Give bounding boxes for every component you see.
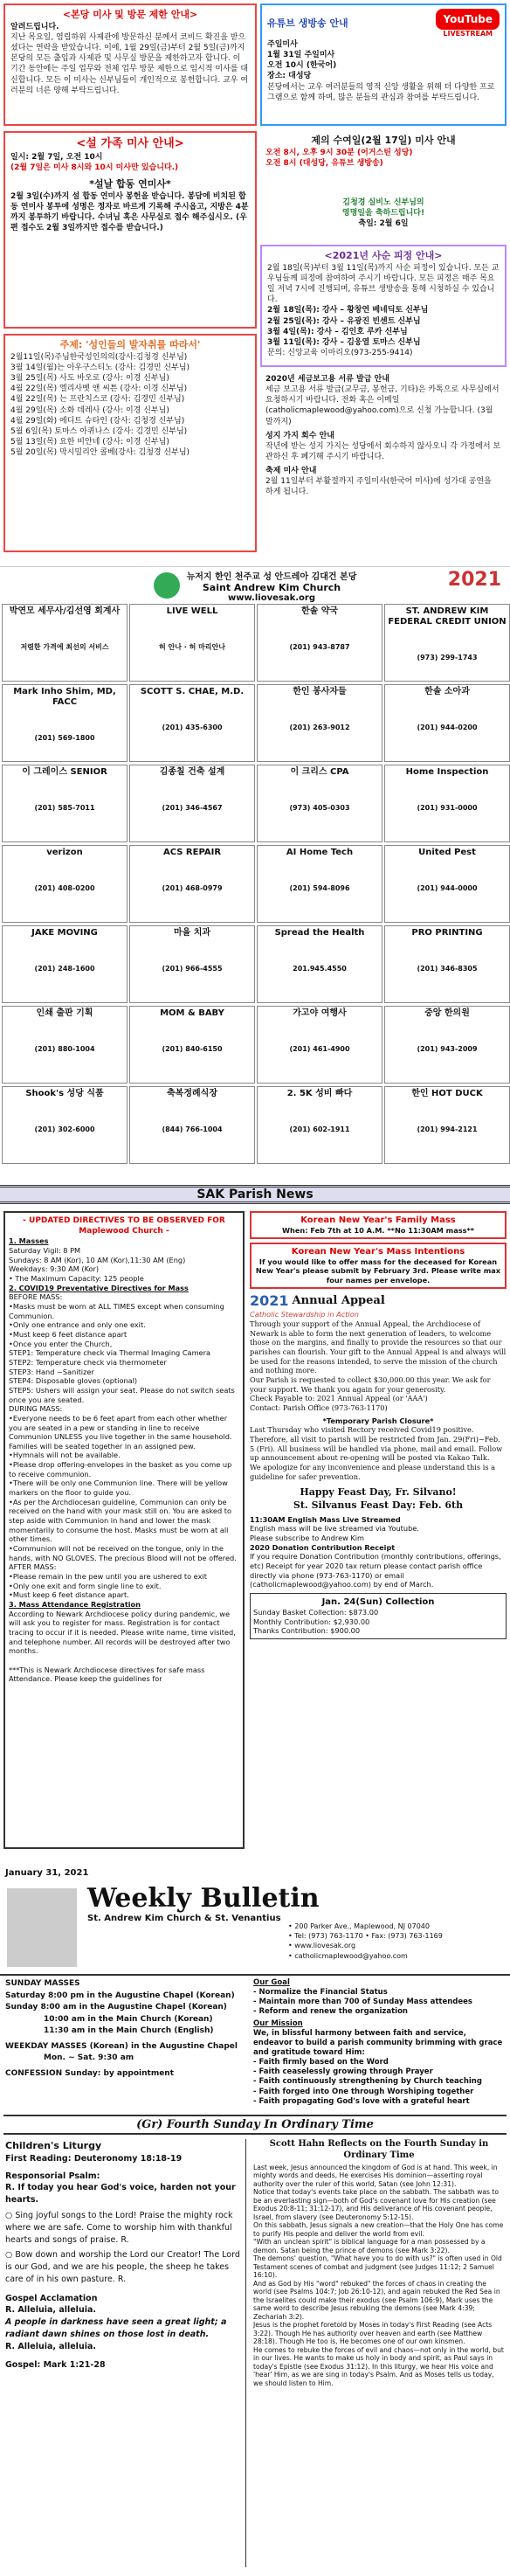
- bless-title: 제의 수여일(2월 17일) 미사 안내: [311, 135, 456, 146]
- ad-title: PRO PRINTING: [411, 928, 483, 938]
- ad-card: [129, 1086, 255, 1164]
- sunday-masses-heading: SUNDAY MASSES: [5, 1979, 80, 1988]
- sak-header: SAK Parish News: [0, 1185, 510, 1204]
- mission-item: - Faith firmly based on the Word: [253, 2058, 389, 2067]
- church-logo-icon: [154, 572, 180, 599]
- ad-card: [129, 684, 255, 762]
- ad-phone: (201) 346-8305: [417, 965, 478, 973]
- scott-hahn-reflection: [253, 2139, 505, 2573]
- ad-phone: 허 안나 · 허 마리안나: [158, 643, 225, 651]
- goal-item: - Maintain more than 700 of Sunday Mass attendees: [253, 1998, 472, 2007]
- notice-title: <본당 미사 및 방문 제한 안내>: [62, 9, 198, 20]
- oil-title: 김청경 실비노 신부님의: [342, 198, 424, 207]
- ad-card: [384, 765, 510, 842]
- youtube-logo-icon: YouTube: [436, 9, 500, 30]
- ad-phone: (201) 931-0000: [417, 804, 478, 812]
- bible-row: 5월 6일(목) 토마스 아퀴나스 (강사: 김경민 신부님): [10, 426, 188, 436]
- ad-title: Home Inspection: [405, 767, 489, 777]
- ad-phone: (201) 468-0979: [162, 884, 223, 892]
- ga-line-2: A people in darkness have seen a great light; a radiant dawn shines on those lost in death.: [5, 2317, 227, 2339]
- ad-card: [257, 604, 382, 682]
- lent-retreat-notice: [260, 245, 507, 367]
- ga-line-1: R. Alleluia, alleluia.: [5, 2305, 96, 2316]
- ad-card: [2, 1086, 128, 1164]
- ad-title: MOM & BABY: [160, 1008, 224, 1018]
- directives-box: [3, 1211, 245, 1849]
- bible-row: 3월 25일(목) 사도 바오로 (강사: 이경 신부님): [10, 374, 169, 384]
- reg-heading: 3. Mass Attendance Registration: [9, 1599, 141, 1609]
- ad-card: [2, 604, 128, 682]
- circle-bullet-icon: ○: [5, 2211, 16, 2220]
- ny2-body: If you would like to offer mass for the deceased for Korean New Year's please submit by February 3rd. Please write max four names per envelope.: [255, 1257, 501, 1285]
- ga-line-3: R. Alleluia, alleluia.: [5, 2341, 96, 2351]
- ad-title: 김종칠 건축 설계: [159, 767, 225, 777]
- parish-site: • www.liovesak.org: [288, 1942, 356, 1950]
- donation-body: If you require Donation Contribution (monthly contributions, offerings, etc) Receipt for year 2020 tax return please contact parish office directly via phone (973-763-1170) or email (catholicmaplewood@yahoo.com) by end of March.: [250, 1552, 501, 1589]
- seol-heading-2: *설날 합동 연미사*: [89, 177, 171, 190]
- ad-card: [384, 1006, 510, 1084]
- church-name-en: Saint Andrew Kim Church: [202, 581, 341, 593]
- parish-address: • 200 Parker Ave., Maplewood, NJ 07040: [288, 1922, 430, 1930]
- ad-title: 2. 5K 성비 빠다: [286, 1089, 353, 1098]
- rp-verse-1: [5, 2210, 240, 2246]
- ad-card: [2, 1006, 128, 1084]
- ad-phone: (201) 346-4567: [162, 804, 223, 812]
- bible-title: 주제: '성인들의 발자취를 따라서': [59, 339, 201, 350]
- mission-item: - Faith propagating God's love with a grateful heart: [253, 2096, 470, 2106]
- page-3-parish-news: [0, 1185, 510, 1858]
- seollal-mass-notice: [3, 131, 257, 329]
- ad-title: ACS REPAIR: [162, 848, 222, 857]
- ad-phone: (201) 408-0200: [34, 884, 95, 892]
- cl-heading: Children's Liturgy: [5, 2140, 102, 2151]
- bible-row: 5월 20일(목) 막시밀리안 콜베(강사: 김청경 신부님): [10, 448, 190, 458]
- bible-row: 3월 14일(월)는 아우구스티노 (강사: 김경민 신부님): [10, 363, 190, 372]
- ad-title: 한솔 소아과: [424, 687, 470, 696]
- lent-row: 2월 18일(목): 강사 – 황창연 베네딕토 신부님: [267, 306, 429, 315]
- notice-sub: 알려드립니다.: [10, 22, 59, 31]
- feast-day-notice: [260, 194, 507, 241]
- seminar-title: 2020년 세금보고용 서류 발급 안내: [265, 375, 389, 384]
- appeal-sub: Catholic Stewardship in Action: [250, 1310, 359, 1319]
- bible-row: 4월 29일(화) 에디트 슈타인 (강사: 김청경 신부님): [10, 416, 185, 426]
- choir-body: 2월 11일부터 부활절까지 주일미사(한국어 미사)에 성가대 공연을 하게 됩니다.: [265, 477, 492, 497]
- rp-heading: Responsorial Psalm:: [5, 2171, 100, 2181]
- rp-verse-1-text: Sing joyful songs to the Lord! Praise the mighty rock where we are safe. Come to worship him with thankful hearts and songs of praise. R.: [5, 2211, 233, 2245]
- sunday-mass-1: Saturday 8:00 pm in the Augustine Chapel (Korean): [5, 1991, 235, 2000]
- ad-title: 이 크리스 CPA: [290, 767, 349, 777]
- gift-body: 작년에 받는 성지 가지는 성당에서 회수하지 않사오니 각 가정에서 보관하신 후 폐기해 주시기 바랍니다.: [265, 441, 501, 461]
- mass-intentions-box: [250, 1243, 507, 1289]
- ad-phone: (201) 302-6000: [34, 1125, 95, 1133]
- ad-phone: (973) 299-1743: [417, 654, 478, 661]
- ad-title: AI Home Tech: [286, 848, 354, 857]
- mission-list: [253, 2058, 505, 2106]
- ny2-title: Korean New Year's Mass Intentions: [291, 1246, 465, 1257]
- oil-line-2: 축일: 2월 6일: [358, 219, 409, 229]
- parish-tel: • Tel: (973) 763-1170 • Fax: (973) 763-1169: [288, 1932, 443, 1941]
- ad-card: [257, 1006, 382, 1084]
- mission-item: - Faith ceaselessly growing through Prayer: [253, 2067, 433, 2077]
- ad-card: [129, 925, 255, 1003]
- parish-mail: • catholicmaplewood@yahoo.com: [288, 1951, 408, 1960]
- ad-phone: (201) 585-7011: [34, 804, 95, 812]
- bulletin-masthead: [87, 1883, 320, 1923]
- yt-line-2: 1월 31일 주일미사: [267, 51, 335, 60]
- lent-row: 3월 11일(목): 강사 – 김웅열 토마스 신부님: [267, 337, 421, 347]
- goal-list: [253, 1988, 505, 2017]
- mass-schedule: [5, 1978, 246, 2109]
- tax-body: 2월 18일(목)부터 3월 11일(목)까지 사순 피정이 있습니다. 모든 교우님들께 피정에 참여하여 주시기 바랍니다. 모든 피정은 매주 목요일 저녁 7시에 진행되며, 유튜브 생방송을 통해 시청하실 수 있습니다.: [267, 263, 500, 305]
- sunday-mass-2: Sunday 8:00 am in the Augustine Chapel (Korean): [5, 2003, 227, 2012]
- church-web: www.liovesak.org: [227, 592, 315, 603]
- yt-body: 본당에서는 교우 여러분들의 영적 신앙 생활을 위해 더 다양한 프로그램으로 함께 하며, 많은 분들의 관심과 참여를 부탁드립니다.: [267, 82, 495, 102]
- lent-contact: 문의: 신앙교육 이마리오(973-255-9414): [267, 348, 413, 357]
- bless-line-2: 오전 8시 (대성당, 유튜브 생방송): [265, 158, 383, 168]
- ad-phone: (201) 994-2121: [417, 1125, 478, 1133]
- rp-verse-2: [5, 2249, 240, 2285]
- ad-phone: (201) 943-2009: [417, 1045, 478, 1053]
- weekday-heading: WEEKDAY MASSES (Korean) in the Augustine Chapel: [5, 2041, 238, 2051]
- mission-item: - Faith forged into One through Worshiping together: [253, 2087, 474, 2096]
- bulletin-title: Weekly Bulletin: [87, 1883, 320, 1914]
- first-reading: First Reading: Deuteronomy 18:18-19: [5, 2153, 183, 2164]
- misc-notices: [260, 370, 507, 552]
- eng-body: English mass will be live streamed via Youtube. Please subscribe to Andrew Kim: [250, 1524, 419, 1543]
- goal-mission: [253, 1978, 505, 2109]
- ad-phone: (201) 944-0200: [417, 724, 478, 731]
- circle-bullet-icon: ○: [5, 2250, 16, 2261]
- annual-appeal: [250, 1292, 507, 1413]
- page-2-ads: [0, 566, 510, 1178]
- childrens-liturgy: [5, 2139, 246, 2567]
- ad-phone: (844) 766-1004: [162, 1125, 223, 1133]
- ads-grid: [0, 604, 510, 1172]
- ad-title: SCOTT S. CHAE, M.D.: [140, 687, 245, 696]
- ad-phone: (201) 461-4900: [289, 1045, 350, 1053]
- tax-title: <2021년 사순 피정 안내>: [324, 250, 443, 261]
- mission-item: - Faith continuously strengthening by Church teaching: [253, 2077, 482, 2087]
- ad-title: ST. ANDREW KIM FEDERAL CREDIT UNION: [388, 606, 507, 627]
- ad-phone: (201) 880-1004: [34, 1045, 95, 1053]
- ad-title: 가고야 여행사: [293, 1008, 347, 1018]
- sh-title: Scott Hahn Reflects on the Fourth Sunday in Ordinary Time: [269, 2139, 489, 2160]
- ad-card: [257, 845, 382, 923]
- ad-phone: (201) 248-1600: [34, 965, 95, 973]
- seol-line-2: (2월 7일은 미사 8시와 10시 미사만 있습니다.): [10, 163, 179, 172]
- collection-box: [250, 1593, 507, 1639]
- page-1: [0, 0, 510, 559]
- ad-title: 중앙 한의원: [424, 1008, 470, 1018]
- bulletin-date: January 31, 2021: [5, 1868, 89, 1878]
- ad-title: Spread the Health: [274, 928, 365, 938]
- ad-title: 한인 HOT DUCK: [411, 1089, 483, 1098]
- feast-box: [250, 1486, 507, 1512]
- feast-line-1: Happy Feast Day, Fr. Silvano!: [300, 1486, 457, 1499]
- ad-card: [384, 845, 510, 923]
- feast-line-2: St. Silvanus Feast Day: Feb. 6th: [293, 1499, 464, 1511]
- mission-body: We, in blissful harmony between faith and service, endeavor to build a parish community brimming with grace and gratitude toward Him:: [253, 2029, 503, 2058]
- reg-body: According to Newark Archdiocese policy during pandemic, we will ask you to register for mass. Registration is for contact tracing to occur if it is needed. Please write name, time visited, and telephone number. All records will be destroyed after two months. ***This is Newark Archdiocese directives for safe mass Attendance. Please keep the guidelines for: [9, 1609, 236, 1684]
- prev-heading: 2. COVID19 Preventative Directives for Mass: [9, 1283, 189, 1292]
- ad-card: [2, 765, 128, 842]
- donation-heading: 2020 Donation Contribution Receipt: [250, 1542, 396, 1552]
- contact-block: [288, 1922, 443, 1961]
- ad-title: JAKE MOVING: [31, 928, 98, 938]
- mission-heading: Our Mission: [253, 2019, 303, 2029]
- yt-line-1: 주일미사: [267, 39, 298, 49]
- seminar-body: 세금 보고용 서류 발급(교무금, 봉헌금, 기타)은 카톡으로 사무실에서 요청하시기 바랍니다. 전화 혹은 이메일(catholicmaplewood@yahoo.com)으로 신청 가능합니다. (3월 말까지): [265, 385, 500, 426]
- lent-row: 3월 4일(목): 강사 – 김인호 루카 신부님: [267, 327, 408, 336]
- ad-card: [257, 1086, 382, 1164]
- youtube-livestream: LIVESTREAM: [443, 30, 493, 38]
- ad-phone: (201) 944-0000: [417, 884, 478, 892]
- church-photo: [7, 1888, 77, 1967]
- seol-body: 2월 3일(수)까지 설 합동 연미사 봉헌을 받습니다. 봉담에 비치된 합동 연미사 봉투에 성명은 정자로 바르게 기록해 주시옵고, 지방은 4분까지 봉투하기 바랍니다. 수녀님 혹은 사무실로 접수 해주십시오. (우편 접수도 2월 3일까지만 접수를 받습니다.): [10, 191, 249, 233]
- ny-when: When: Feb 7th at 10 A.M. **No 11:30AM mass**: [281, 1226, 475, 1235]
- left-title: - UPDATED DIRECTIVES TO BE OBSERVED FOR Maplewood Church -: [23, 1216, 225, 1236]
- ad-card: [2, 925, 128, 1003]
- ad-card: [384, 604, 510, 682]
- bible-row: 4월 22일(목) 는 프란치스코 (강사: 김경민 신부님): [10, 395, 185, 405]
- gospel: Gospel: Mark 1:21-28: [5, 2360, 106, 2371]
- tc-body: Last Thursday who visited Rectory received Covid19 positive. Therefore, all visit to parish will be restricted from Jan. 29(Fri)~Feb. 5 (Fri). All business will be handled via phone, mail and email. Follow up announcement about re-opening will be posted via Kakao Talk. We apologize for any inconvenience and please understand this is a guideline for safer prevention.: [250, 1425, 503, 1481]
- ad-title: 인쇄 출판 기획: [36, 1008, 93, 1018]
- youtube-title: 유튜브 생방송 안내: [267, 17, 348, 30]
- ad-phone: (201) 602-1911: [289, 1125, 350, 1133]
- bible-row: 4월 29일(목) 소화 데레사 (강사: 이경 신부님): [10, 405, 169, 415]
- confession: CONFESSION Sunday: by appointment: [5, 2068, 175, 2078]
- choir-title: 축제 미사 안내: [265, 467, 317, 476]
- ad-card: [129, 1006, 255, 1084]
- sunday-mass-4: 11:30 am in the Main Church (English): [44, 2026, 214, 2035]
- tc-title: *Temporary Parish Closure*: [322, 1416, 434, 1425]
- seol-line-1: 일시: 2월 7일, 오전 10시: [10, 152, 103, 162]
- church-name-kr: 뉴저지 한인 천주교 성 안드레아 김대건 본당: [186, 571, 357, 582]
- ad-card: [384, 925, 510, 1003]
- ad-phone: (201) 840-6150: [162, 1045, 223, 1053]
- parish-name: St. Andrew Kim Church & St. Venantius: [87, 1914, 281, 1923]
- visit-restriction-notice: [3, 3, 257, 126]
- ad-card: [2, 684, 128, 762]
- appeal-body: Through your support of the Annual Appeal, the Archdiocese of Newark is able to form the next generation of leaders, to welcome those on the margins, and finally to provide the resources so that our parishes can flourish. Your gift to the Annual Appeal is and always will be used for the reasons intended, to serve the mission of the church and nothing more. Our Parish is requested to collect $30,000.00 this year. We ask for your support. We thank you again for your generosity. Check Payable to: 2021 Annual Appeal (or 'AAA') Contact: Parish Office (973-763-1170): [250, 1319, 507, 1412]
- sunday-mass-3: 10:00 am in the Main Church (Korean): [44, 2014, 213, 2024]
- ad-card: [384, 1086, 510, 1164]
- ad-card: [257, 684, 382, 762]
- ad-title: 마을 치과: [173, 928, 211, 938]
- ad-title: Shook's 성당 식품: [25, 1089, 104, 1098]
- ad-phone: (201) 943-8787: [289, 643, 350, 651]
- yt-line-3: 오전 10시 (한국어): [267, 61, 337, 71]
- ad-phone: (973) 405-0303: [289, 804, 350, 812]
- ad-card: [384, 684, 510, 762]
- ad-card: [257, 765, 382, 842]
- new-year-mass-box: [250, 1211, 507, 1239]
- ad-card: [2, 845, 128, 923]
- youtube-notice: [260, 3, 507, 126]
- bible-row: 4월 22일(목) 엘리사벳 앤 씨튼 (강사: 이경 신부님): [10, 384, 188, 394]
- ad-title: 한인 봉사자들: [293, 687, 347, 696]
- yt-line-4: 장소: 대성당: [267, 72, 312, 81]
- collection-title: Jan. 24(Sun) Collection: [321, 1597, 435, 1608]
- rp-response: R. If today you hear God's voice, harden not your hearts.: [5, 2183, 236, 2206]
- collection-row: Sunday Basket Collection: $873.00: [253, 1608, 379, 1617]
- eng-heading: 11:30AM English Mass Live Streamed: [250, 1514, 401, 1524]
- goal-item: - Reform and renew the organization: [253, 2007, 408, 2017]
- ad-phone: 저렴한 가격에 최선의 서비스: [20, 643, 109, 651]
- page-4-bulletin: [0, 1866, 510, 2576]
- goal-item: - Normalize the Financial Status: [253, 1988, 388, 1998]
- ga-heading: Gospel Acclamation: [5, 2293, 98, 2303]
- sh-body: Last week, Jesus announced the kingdom of God is at hand. This week, in mighty words and deeds, He exercises His dominion—asserting royal authority over the ruler of this world, Satan (see John 12:31). Notice that today's events take place on the sabbath. The sabbath was to be an everlasting sign—both of God's covenant love for His creation (see Exodus 20:8-11; 31:12-17), and His deliverance of His covenant people, Israel, from slavery (see Deuteronomy 5:12-15). On this sabbath, Jesus signals a new creation—that the Holy One has come to purify His people and deliver the world from evil. "With an unclean spirit" is biblical language for a man possessed by a demon. Satan being the prince of demons (see Mark 3:22). The demons' question, "What have you to do with us?" is often used in Old Testament scenes of combat and judgment (see Judges 11:12; 2 Samuel 16:10). And as God by His "word" rebuked" the forces of chaos in creating the world (see Psalms 104:7; Job 26:10-12), and again rebuked the Red Sea in the Israelites could make their exodus (see Psalm 106:9), Mark uses the same word to describe Jesus rebuking the demons (see Mark 4:39; Zechariah 3:2). Jesus is the prophet foretold by Moses in today's First Reading (see Acts 3:22). Though He has authority over heaven and earth (see Matthew 28:18). Though He too is, He becomes one of our own kinsmen. He comes to rebuke the forces of evil and chaos—not only in the world, but in our lives. He wants to make us holy in body and spirit, as Paul says in today's Epistle (see Exodus 31:12). In this liturgy, we hear His voice and 'hear' Him, as we are sing in today's Psalm. And as Moses tells us today, we should listen to Him.: [253, 2164, 504, 2387]
- ad-phone: (201) 966-4555: [162, 965, 223, 973]
- collection-list: [253, 1608, 503, 1636]
- ad-title: verizon: [46, 848, 83, 857]
- bible-list: [10, 352, 250, 458]
- bible-row: 2월11일(목)주님한국성인의의(강사:김청경 신부님): [10, 352, 188, 362]
- weekday-mass: Mon. ~ Sat. 9:30 am: [44, 2053, 134, 2062]
- ad-title: Mark Inho Shim, MD, FACC: [13, 687, 116, 707]
- sunday-banner: (Gr) Fourth Sunday In Ordinary Time: [3, 2115, 507, 2135]
- ad-title: 축복정례식장: [167, 1089, 217, 1098]
- ad-title: 한솔 약국: [300, 606, 339, 616]
- ny-title: Korean New Year's Family Mass: [300, 1215, 456, 1225]
- appeal-year: 2021: [250, 1291, 289, 1309]
- blessing-notice: [260, 131, 507, 192]
- ad-card: [129, 845, 255, 923]
- appeal-title: Annual Appeal: [292, 1293, 385, 1307]
- oil-line-1: 영명일을 축하드립니다!: [341, 209, 425, 218]
- ad-phone: (201) 594-8096: [289, 884, 350, 892]
- prev-body: BEFORE MASS: •Masks must be worn at ALL TIMES except when consuming Communion. •Only one entrance and only one exit. •Must keep 6 feet distance apart •Once you enter the Church, STEP1: Temperature check via Thermal Imaging Camera STEP2: Temperature check via thermometer STEP3: Hand ~Sanitizer STEP4: Disposable gloves (optional) STEP5: Ushers will assign your seat. Please do not switch seats once you are seated. DURING MASS: •Everyone needs to be 6 feet apart from each other whether you are seated in a pew or standing in line to receive Communion UNLESS you live together in the same household. Families will be seated together in an assigned pew. •Hymnals will not be available. •Please drop offering-envelopes in the basket as you come up to receive communion. •There will be only one Communion line. There will be yellow markers on the floor to guide you. •As per the Archdiocesan guideline, Communion can only be received on the hand with your mask still on. You are asked to step aside with Communion in hand and lower the mask momentarily to consume the host. Masks must be worn at all other times. •Communion will not be received on the tongue, only in the hands, with NO GLOVES. The precious Blood will not be offered. AFTER MASS: •Please remain in the pew until you are ushered to exit •Only one exit and form single line to exit. •Must keep 6 feet distance apart.: [9, 1292, 237, 1600]
- ad-title: LIVE WELL: [166, 606, 218, 616]
- ad-title: 박연모 세무사/김선영 회계사: [9, 606, 121, 616]
- seol-title: <설 가족 미사 안내>: [76, 137, 184, 150]
- ad-phone: (201) 569-1800: [34, 734, 95, 742]
- notice-body: 지난 목요일, 염립하위 사제관에 방문하신 분께서 코비드 확진을 받으셨다는 연락을 받았습니다. 이에, 1월 29일(금)부터 2월 5일(금)까지 본당의 모든 출입과 사제관 및 사무실 방문을 제한하고자 합니다. 이 기간 동안에는 주일 업무와 전체 업무 방문 제한으로 임시적 미사를 대신합니다. 모든 이 미사는 신부님들이 개인적으로 봉헌합니다. 교우 여러분의 너른 양해 부탁드립니다.: [10, 32, 249, 95]
- ad-card: [129, 604, 255, 682]
- ad-title: 이 그레이스 SENIOR: [22, 767, 107, 777]
- goal-heading: Our Goal: [253, 1978, 290, 1987]
- collection-row: Thanks Contribution: $900.00: [253, 1626, 361, 1636]
- ad-phone: 201.945.4550: [293, 965, 347, 973]
- gift-title: 성지 가지 회수 안내: [265, 431, 334, 440]
- bible-study-notice: [3, 334, 257, 552]
- bless-line-1: 오전 8시, 오후 9시 30분 (어거스틴 성당): [265, 148, 413, 157]
- ad-phone: (201) 263-9012: [289, 724, 350, 731]
- masses-body: Saturday Vigil: 8 PM Sundays: 8 AM (Kor), 10 AM (Kor),11:30 AM (Eng) Weekdays: 9:30 AM (Kor) • The Maximum Capacity: 125 people: [9, 1246, 186, 1283]
- ad-phone: (201) 435-6300: [162, 724, 223, 731]
- lent-row: 2월 25일(목): 강사 – 유광진 빈센트 신부님: [267, 316, 421, 326]
- ad-card: [257, 925, 382, 1003]
- ad-card: [129, 765, 255, 842]
- rp-verse-2-text: Bow down and worship the Lord our Creator! The Lord is our God, and we are his people, the sheep he takes care of in his own pasture. R.: [5, 2250, 240, 2284]
- lent-list: [267, 305, 500, 348]
- masses-heading: 1. Masses: [9, 1236, 49, 1246]
- bible-row: 5월 13일(목) 요한 비안네 (강사: 이경 신부님): [10, 437, 169, 447]
- year-2021-art: 2021: [447, 569, 501, 591]
- collection-row: Monthly Contribution: $2,930.00: [253, 1617, 370, 1626]
- ad-title: United Pest: [418, 848, 476, 857]
